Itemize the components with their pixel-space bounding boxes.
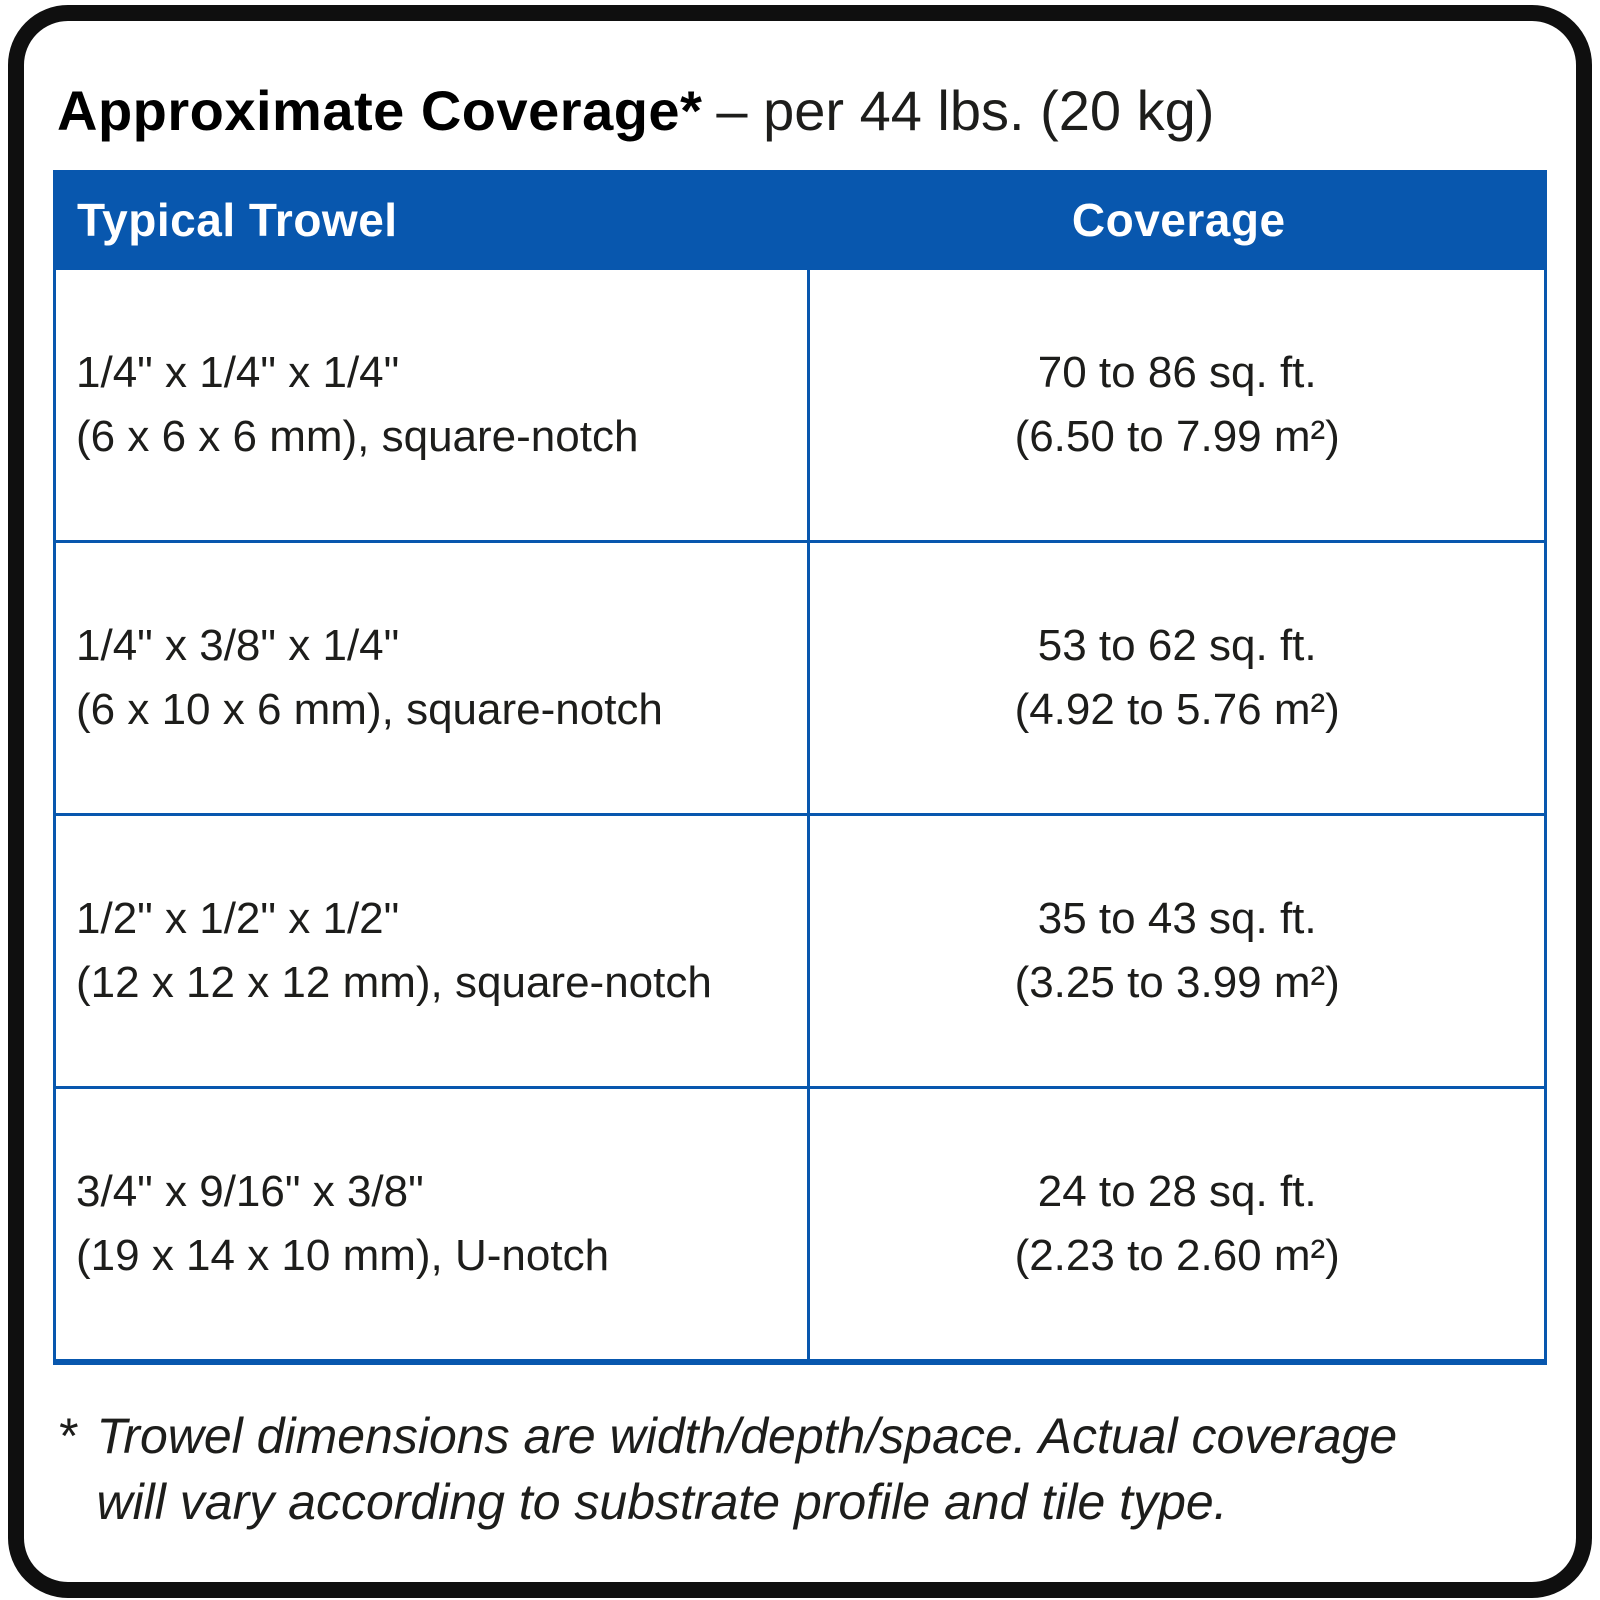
footnote-text: Trowel dimensions are width/depth/space. Actual coverage will vary according to substrate profile and tile type. — [96, 1408, 1398, 1531]
coverage-cell — [810, 1089, 1544, 1359]
coverage-card — [8, 5, 1592, 1598]
footnote — [57, 1403, 1547, 1535]
coverage-cell — [810, 816, 1544, 1086]
coverage-metric: (6.50 to 7.99 m²) — [1014, 412, 1340, 462]
trowel-size-imperial: 1/2" x 1/2" x 1/2" — [76, 894, 400, 944]
coverage-metric: (3.25 to 3.99 m²) — [1014, 958, 1340, 1008]
table-row — [56, 270, 1544, 540]
coverage-metric: (2.23 to 2.60 m²) — [1014, 1231, 1340, 1281]
table-row — [56, 813, 1544, 1086]
coverage-cell — [810, 543, 1544, 813]
coverage-imperial: 53 to 62 sq. ft. — [1037, 621, 1317, 671]
table-row — [56, 1086, 1544, 1359]
trowel-cell — [56, 1089, 810, 1359]
trowel-size-metric: (6 x 10 x 6 mm), square-notch — [76, 685, 663, 735]
table-row — [56, 540, 1544, 813]
page-title — [57, 77, 1547, 144]
coverage-table — [53, 170, 1547, 1365]
column-header-coverage: Coverage — [1071, 194, 1286, 247]
coverage-cell — [810, 270, 1544, 540]
footnote-asterisk: * — [57, 1408, 77, 1465]
column-header-typical-trowel: Typical Trowel — [77, 194, 398, 247]
trowel-size-imperial: 3/4" x 9/16" x 3/8" — [76, 1167, 424, 1217]
trowel-size-imperial: 1/4" x 1/4" x 1/4" — [76, 348, 400, 398]
page-title-suffix: – per 44 lbs. (20 kg) — [716, 79, 1215, 142]
page-title-main: Approximate Coverage* — [57, 79, 703, 142]
trowel-cell — [56, 816, 810, 1086]
coverage-metric: (4.92 to 5.76 m²) — [1014, 685, 1340, 735]
trowel-size-imperial: 1/4" x 3/8" x 1/4" — [76, 621, 400, 671]
trowel-size-metric: (12 x 12 x 12 mm), square-notch — [76, 958, 712, 1008]
trowel-size-metric: (19 x 14 x 10 mm), U-notch — [76, 1231, 610, 1281]
trowel-cell — [56, 543, 810, 813]
table-header-row — [53, 170, 1547, 270]
coverage-imperial: 35 to 43 sq. ft. — [1037, 894, 1317, 944]
trowel-cell — [56, 270, 810, 540]
coverage-imperial: 24 to 28 sq. ft. — [1037, 1167, 1317, 1217]
trowel-size-metric: (6 x 6 x 6 mm), square-notch — [76, 412, 639, 462]
coverage-imperial: 70 to 86 sq. ft. — [1037, 348, 1317, 398]
